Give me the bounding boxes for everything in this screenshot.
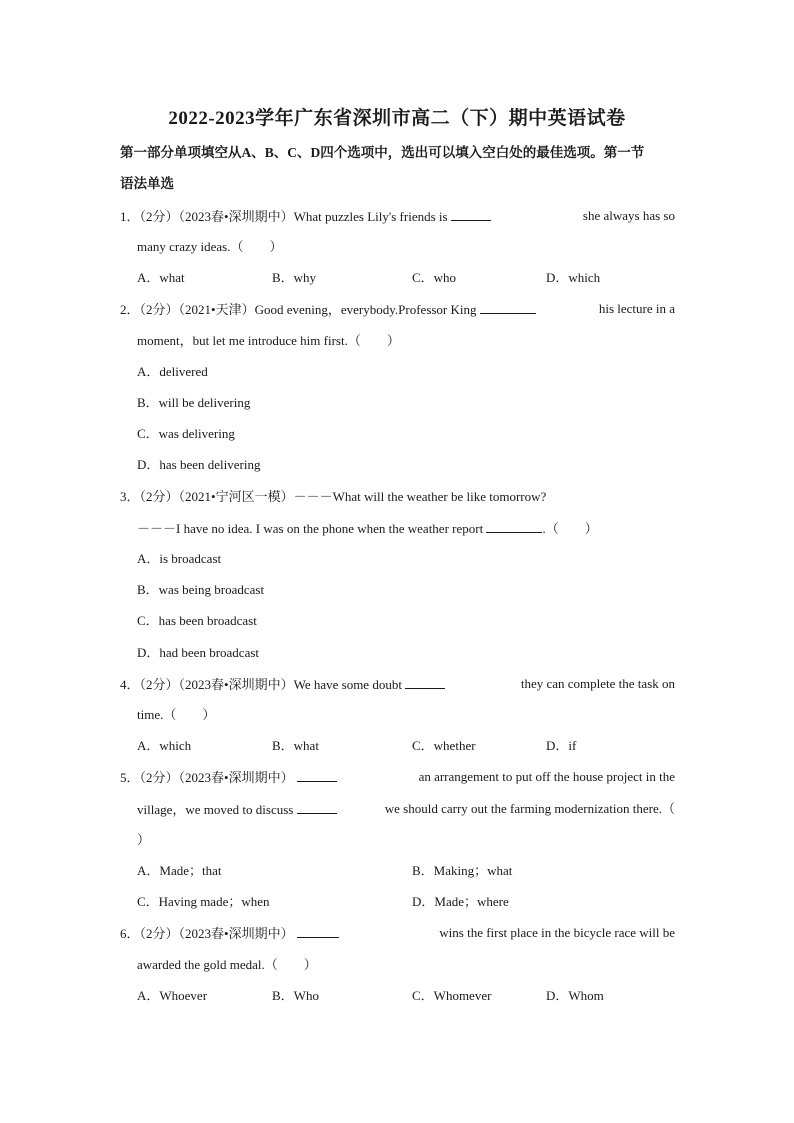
question-text: wins the first place in the bicycle race will be (439, 925, 675, 940)
question-2-option-b[interactable]: B．will be delivering (137, 395, 251, 410)
question-1-option-b[interactable]: B．why (272, 270, 317, 285)
question-3-line2 (137, 520, 598, 537)
question-2-option-a[interactable]: A．delivered (137, 364, 208, 379)
answer-blank (486, 520, 542, 533)
question-4-option-a[interactable]: A．which (137, 738, 192, 753)
question-5-option-b[interactable]: B．Making；what (412, 863, 513, 878)
answer-blank (297, 925, 339, 938)
question-4-line1 (120, 676, 675, 693)
question-number: 2． (120, 302, 140, 317)
question-source: （2023春•深圳期中） (178, 209, 294, 224)
question-score: （2分） (139, 489, 179, 504)
question-text: his lecture in a (598, 301, 675, 316)
answer-blank (297, 801, 337, 814)
question-6-option-d[interactable]: D．Whom (546, 988, 604, 1003)
question-5-line1 (120, 769, 675, 786)
question-source: （2021•天津） (178, 302, 255, 317)
question-text: Good evening，everybody.Professor King (254, 302, 477, 317)
question-5-line3: ） (137, 832, 151, 847)
question-1-option-a[interactable]: A．what (137, 270, 185, 285)
question-source: （2021•宁河区一模） (178, 489, 294, 504)
answer-blank (451, 208, 491, 221)
question-5-option-d[interactable]: D．Made；where (412, 894, 509, 909)
question-5-line2 (137, 801, 675, 818)
page-title: 2022-2023学年广东省深圳市高二（下）期中英语试卷 (168, 108, 626, 129)
question-2-option-c[interactable]: C．was delivering (137, 426, 235, 441)
question-6-option-c[interactable]: C．Whomever (412, 988, 492, 1003)
question-text: an arrangement to put off the house project in the (418, 769, 675, 784)
question-4-line2: time.（ ） (137, 707, 216, 722)
question-source: （2023春•深圳期中） (178, 926, 294, 941)
question-3-option-d[interactable]: D．had been broadcast (137, 645, 260, 660)
question-score: （2分） (139, 770, 179, 785)
question-source: （2023春•深圳期中） (178, 677, 294, 692)
question-text: they can complete the task on (520, 676, 675, 691)
question-text: －－－I have no idea. I was on the phone when the weather report (137, 521, 484, 536)
question-text: village，we moved to discuss (137, 802, 294, 817)
question-number: 1． (120, 209, 140, 224)
question-text: What puzzles Lily's friends is (293, 209, 448, 224)
question-source: （2023春•深圳期中） (178, 770, 294, 785)
question-text: .（ ） (542, 521, 598, 536)
question-2-line2: moment，but let me introduce him first.（ ） (137, 333, 400, 348)
question-1-line2: many crazy ideas.（ ） (137, 239, 283, 254)
question-number: 4． (120, 677, 140, 692)
question-3-option-b[interactable]: B．was being broadcast (137, 582, 265, 597)
question-number: 3． (120, 489, 140, 504)
question-score: （2分） (139, 209, 179, 224)
answer-blank (480, 301, 536, 314)
question-3-option-a[interactable]: A．is broadcast (137, 551, 222, 566)
question-text: she always has so (582, 208, 675, 223)
question-4-option-b[interactable]: B．what (272, 738, 319, 753)
question-4-option-d[interactable]: D．if (546, 738, 577, 753)
question-text: we should carry out the farming modernization there.（ (384, 801, 675, 816)
section-instruction-line1: 第一部分单项填空从A、B、C、D四个选项中，选出可以填入空白处的最佳选项。第一节 (120, 145, 645, 160)
question-text: We have some doubt (293, 677, 402, 692)
answer-blank (405, 676, 445, 689)
question-score: （2分） (139, 302, 179, 317)
question-6-option-a[interactable]: A．Whoever (137, 988, 208, 1003)
answer-blank (297, 769, 337, 782)
question-1-option-c[interactable]: C．who (412, 270, 457, 285)
question-score: （2分） (139, 677, 179, 692)
question-3-option-c[interactable]: C．has been broadcast (137, 613, 257, 628)
question-number: 6． (120, 926, 140, 941)
question-6-option-b[interactable]: B．Who (272, 988, 319, 1003)
question-2-option-d[interactable]: D．has been delivering (137, 457, 261, 472)
question-number: 5． (120, 770, 140, 785)
question-6-line1 (120, 925, 675, 942)
question-5-option-c[interactable]: C．Having made；when (137, 894, 270, 909)
section-instruction-line2: 语法单选 (120, 176, 174, 191)
question-3-line1 (120, 489, 546, 505)
section-instruction (120, 137, 680, 199)
question-6-line2: awarded the gold medal.（ ） (137, 957, 317, 972)
question-text: －－－What will the weather be like tomorrow? (293, 489, 547, 504)
question-4-option-c[interactable]: C．whether (412, 738, 476, 753)
question-1-option-d[interactable]: D．which (546, 270, 601, 285)
question-1-line1 (120, 208, 675, 225)
question-2-line1 (120, 301, 675, 318)
question-score: （2分） (139, 926, 179, 941)
question-5-option-a[interactable]: A．Made；that (137, 863, 222, 878)
